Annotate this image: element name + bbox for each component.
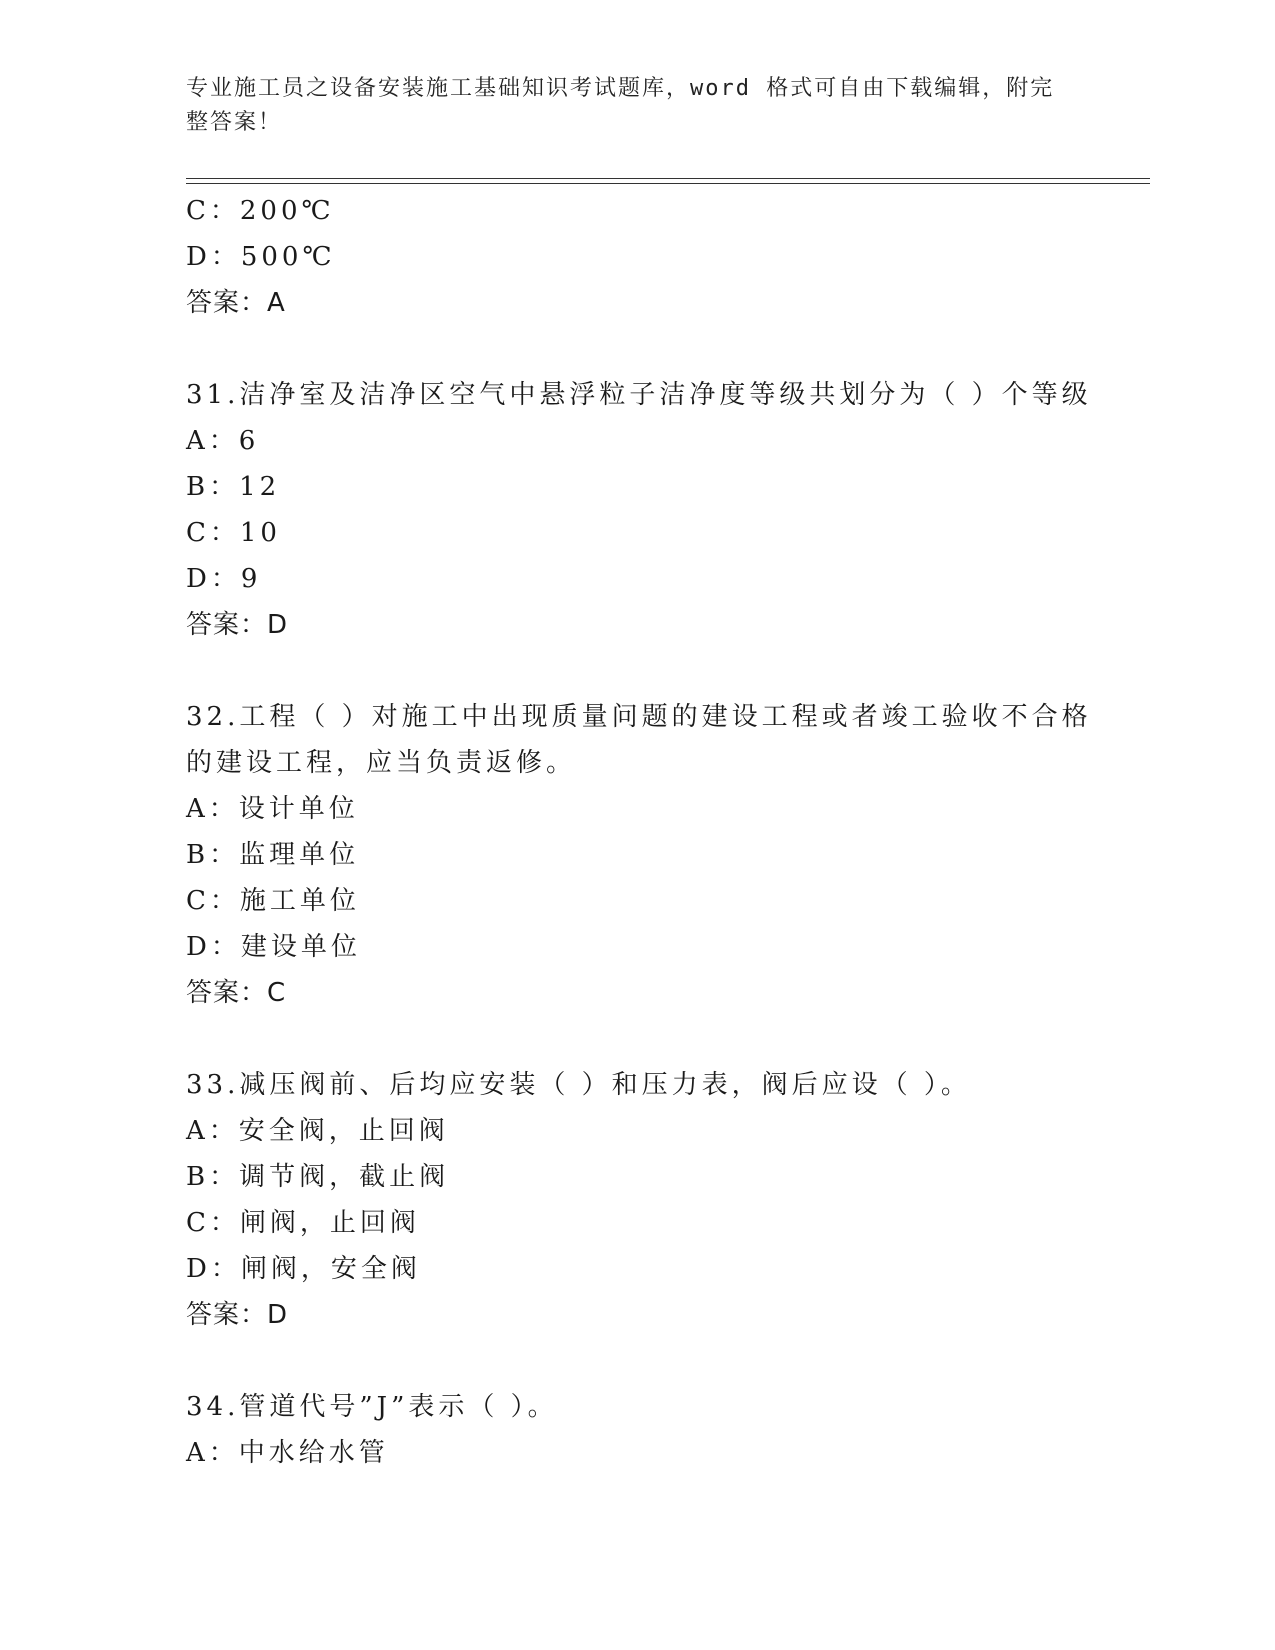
header-line-1: 专业施工员之设备安装施工基础知识考试题库，word 格式可自由下载编辑，附完 bbox=[186, 76, 1055, 101]
spacer bbox=[186, 1338, 1086, 1384]
question-stem: 31.洁净室及洁净区空气中悬浮粒子洁净度等级共划分为（ ）个等级 bbox=[186, 380, 1092, 410]
question-32 bbox=[186, 694, 1092, 1016]
answer-label: 答案： bbox=[186, 288, 268, 318]
option-c: C：闸阀，止回阀 bbox=[186, 1208, 420, 1238]
option-d: D：建设单位 bbox=[186, 932, 361, 962]
option-b: B：监理单位 bbox=[186, 840, 360, 870]
question-stem-line-1: 32.工程（ ）对施工中出现质量问题的建设工程或者竣工验收不合格 bbox=[186, 702, 1092, 732]
option-c: C：10 bbox=[186, 518, 281, 548]
answer-label: 答案： bbox=[186, 978, 268, 1008]
answer-line bbox=[186, 970, 1086, 1016]
document-header bbox=[186, 72, 1086, 140]
question-stem-line-2: 的建设工程，应当负责返修。 bbox=[186, 748, 577, 778]
question-31 bbox=[186, 372, 1092, 648]
answer-label: 答案： bbox=[186, 610, 268, 640]
question-30-tail bbox=[186, 188, 1086, 326]
option-a: A：设计单位 bbox=[186, 794, 359, 824]
answer-line bbox=[186, 280, 1086, 326]
option-a: A：6 bbox=[186, 426, 260, 456]
answer-value: D bbox=[267, 610, 289, 640]
option-b: B：调节阀，截止阀 bbox=[186, 1162, 450, 1192]
option-c: C：施工单位 bbox=[186, 886, 360, 916]
option-d: D：9 bbox=[186, 564, 262, 594]
answer-value: D bbox=[267, 1300, 289, 1330]
header-divider-bottom bbox=[186, 183, 1150, 184]
option-d: D：闸阀，安全阀 bbox=[186, 1254, 421, 1284]
answer-line bbox=[186, 602, 1086, 648]
header-line-2: 整答案！ bbox=[186, 110, 283, 135]
question-list bbox=[186, 188, 1092, 1476]
option-c: C：200℃ bbox=[186, 196, 335, 226]
question-34 bbox=[186, 1384, 1086, 1476]
option-d: D：500℃ bbox=[186, 242, 336, 272]
answer-value: C bbox=[267, 978, 287, 1008]
answer-label: 答案： bbox=[186, 1300, 268, 1330]
option-a: A：安全阀，止回阀 bbox=[186, 1116, 449, 1146]
header-divider-top bbox=[186, 178, 1150, 179]
option-a: A：中水给水管 bbox=[186, 1438, 389, 1468]
option-b: B：12 bbox=[186, 472, 281, 502]
spacer bbox=[186, 326, 1086, 372]
spacer bbox=[186, 648, 1086, 694]
question-33 bbox=[186, 1062, 1086, 1338]
answer-line bbox=[186, 1292, 1086, 1338]
question-stem: 33.减压阀前、后均应安装（ ）和压力表，阀后应设（ ）。 bbox=[186, 1070, 971, 1100]
question-stem: 34.管道代号”J”表示（ ）。 bbox=[186, 1392, 558, 1422]
answer-value: A bbox=[267, 288, 286, 318]
spacer bbox=[186, 1016, 1086, 1062]
